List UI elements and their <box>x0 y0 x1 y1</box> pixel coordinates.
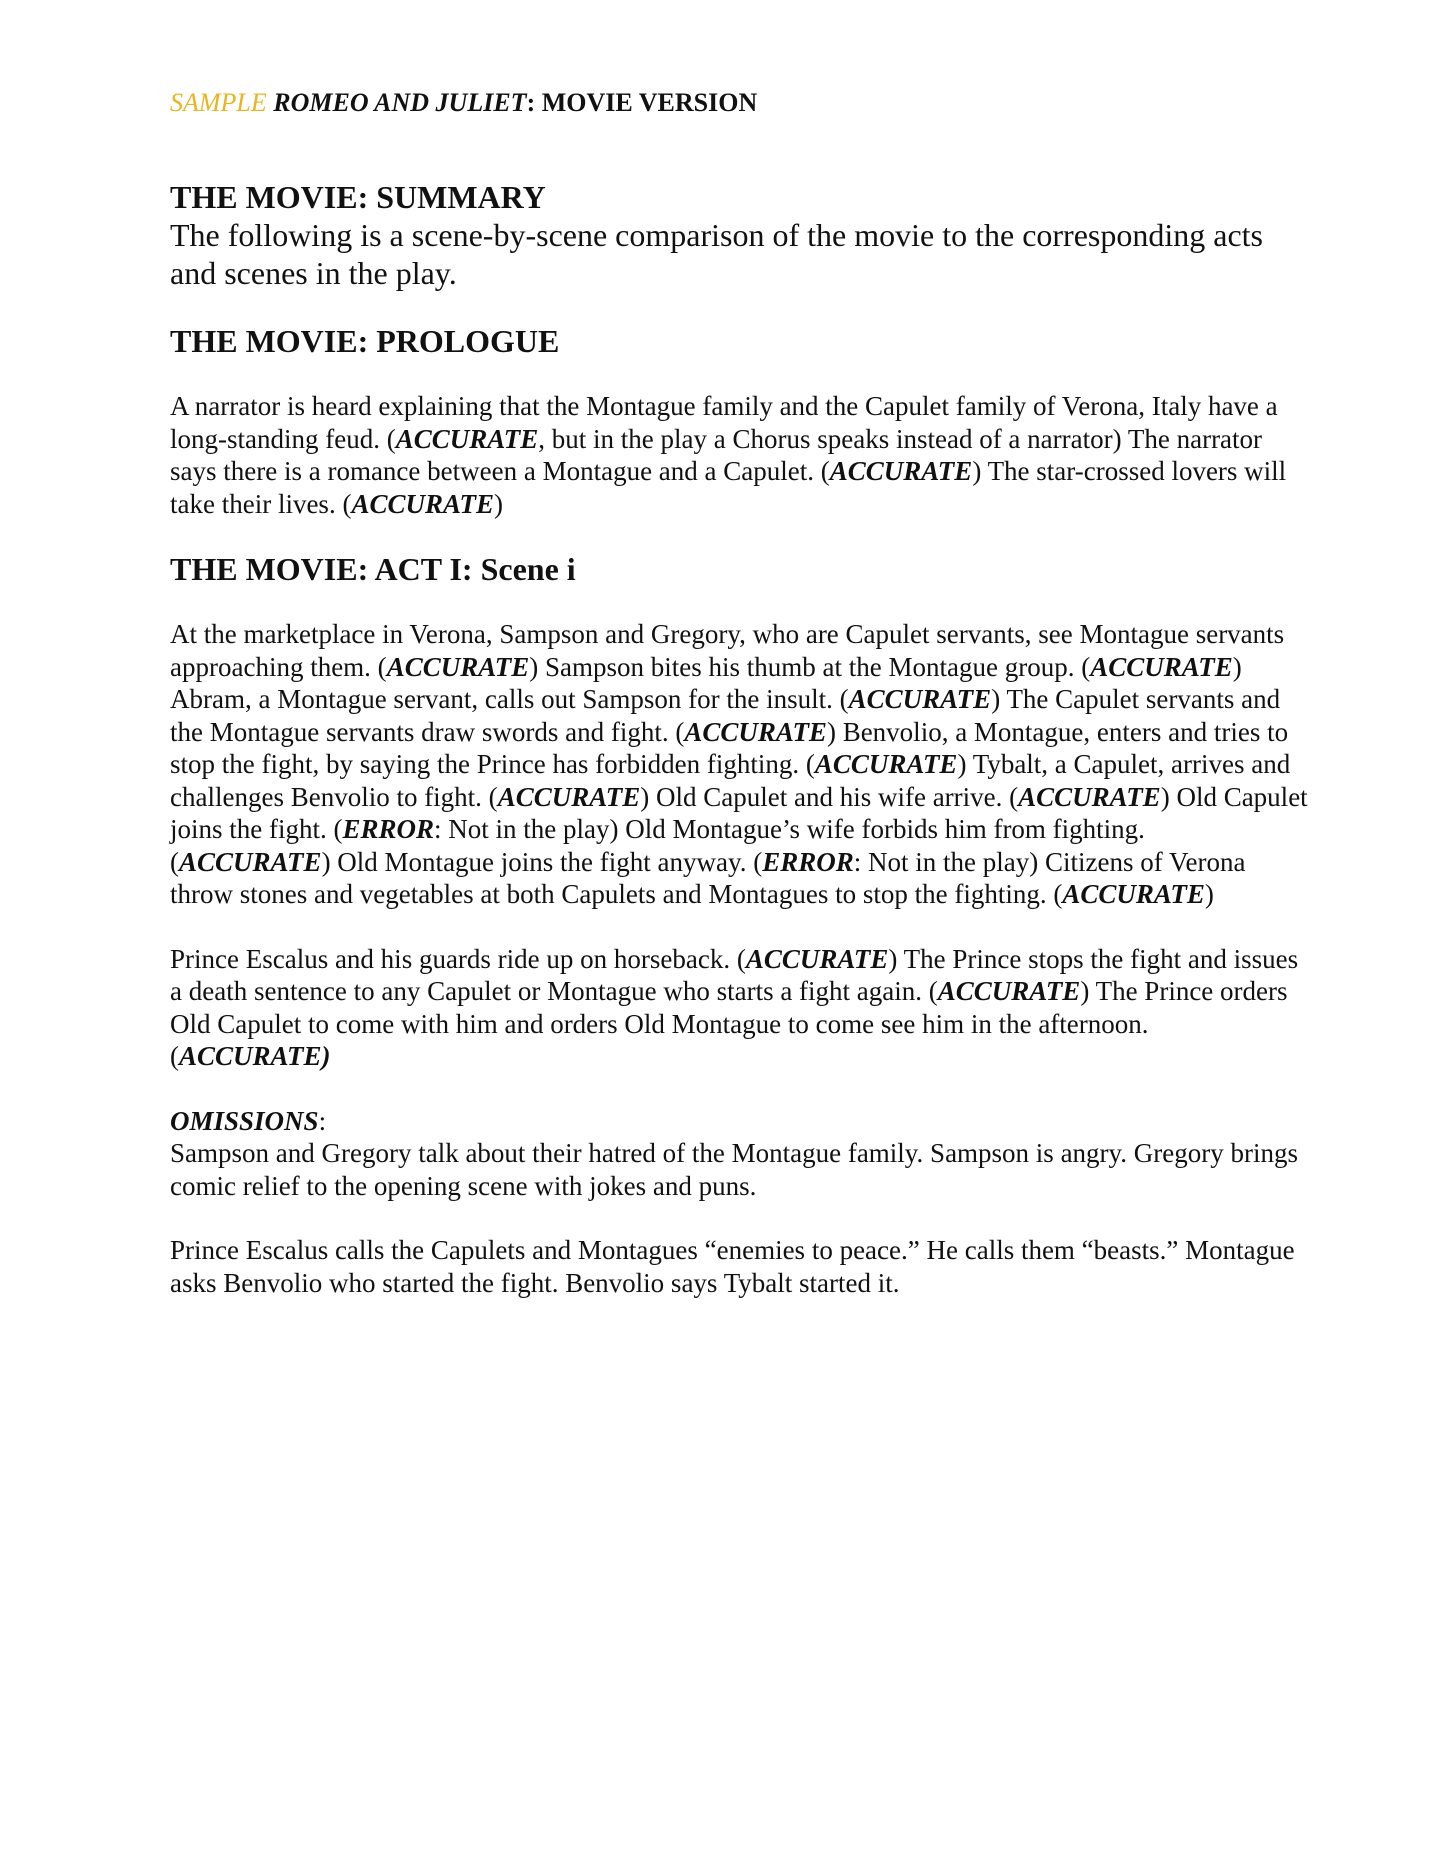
verdict-tag: ACCURATE <box>848 684 992 714</box>
text-run: ) Old Montague joins the fight anyway. ( <box>321 846 763 877</box>
omissions-label <box>170 1105 1310 1138</box>
omissions-label-text: OMISSIONS <box>170 1105 319 1136</box>
verdict-tag: ERROR <box>762 846 854 877</box>
text-run: : Not in the play) Old Montague’s wife forbids him from fighting. ( <box>170 814 1145 877</box>
verdict-tag: ACCURATE <box>1062 879 1205 909</box>
verdict-tag: ACCURATE <box>1090 651 1233 682</box>
prologue-paragraph <box>170 390 1310 520</box>
omissions-label-colon: : <box>318 1105 327 1136</box>
verdict-tag: ACCURATE <box>386 651 530 682</box>
act1-paragraph <box>170 618 1310 911</box>
verdict-tag: ACCURATE <box>1018 781 1161 812</box>
verdict-tag: ACCURATE <box>745 943 889 974</box>
text-run: ) Tybalt, a Capulet, arrives and challenges Benvolio to fight. ( <box>170 749 1291 812</box>
summary-heading: THE MOVIE: SUMMARY <box>170 179 546 215</box>
text-run: ) Old Capulet and his wife arrive. ( <box>640 781 1019 812</box>
sample-label: SAMPLE <box>170 88 267 117</box>
text-run: ) Abram, a Montague servant, calls out Sampson for the insult. ( <box>170 651 1242 714</box>
text-run: : Not in the play) Citizens of Verona throw stones and vegetables at both Capulets and Montagues to stop the fighting. ( <box>170 846 1246 909</box>
summary-text: The following is a scene-by-scene comparison of the movie to the corresponding acts and scenes in the play. <box>170 217 1263 291</box>
verdict-tag: ACCURATE <box>497 781 641 812</box>
text-run: Prince Escalus and his guards ride up on horseback. ( <box>170 943 746 974</box>
omissions-paragraph: Sampson and Gregory talk about their hatred of the Montague family. Sampson is angry. Gregory brings comic relief to the opening scene with jokes and puns. <box>170 1138 1299 1201</box>
verdict-tag: ACCURATE <box>395 423 539 454</box>
act1-scene1-heading: THE MOVIE: ACT I: Scene i <box>170 551 576 587</box>
text-run: ) <box>494 488 503 519</box>
text-run: ) The Capulet servants and the Montague servants draw swords and fight. ( <box>170 684 1281 747</box>
text-run: At the marketplace in Verona, Sampson and Gregory, who are Capulet servants, see Montague servants approaching them. ( <box>170 619 1285 682</box>
verdict-tag: ACCURATE <box>351 488 494 519</box>
verdict-tag: ACCURATE <box>829 456 973 486</box>
prologue-heading: THE MOVIE: PROLOGUE <box>170 323 560 359</box>
verdict-tag: ACCURATE <box>179 846 322 877</box>
text-run: ) <box>1204 879 1214 909</box>
verdict-tag: ACCURATE) <box>179 1041 331 1071</box>
text-run: ) The star-crossed lovers will take their lives. ( <box>170 456 1287 519</box>
text-run: ) Old Capulet joins the fight. ( <box>170 781 1308 844</box>
omissions-paragraph: Prince Escalus calls the Capulets and Montagues “enemies to peace.” He calls them “beasts.” Montague asks Benvolio who started the fight. Benvolio says Tybalt started it. <box>170 1235 1295 1298</box>
verdict-tag: ACCURATE <box>684 716 827 747</box>
verdict-tag: ACCURATE <box>937 976 1081 1006</box>
text-run: , but in the play a Chorus speaks instead of a narrator) The narrator says there is a romance between a Montague and a Capulet. ( <box>170 423 1263 486</box>
document-page <box>170 86 1310 1299</box>
text-run: A narrator is heard explaining that the Montague family and the Capulet family of Verona, Italy have a long-standing feud. ( <box>170 391 1278 454</box>
text-run: ) The Prince stops the fight and issues a death sentence to any Capulet or Montague who starts a fight again. ( <box>170 943 1299 1006</box>
verdict-tag: ERROR <box>342 814 435 844</box>
play-title: ROMEO AND JULIET <box>273 88 527 117</box>
verdict-tag: ACCURATE <box>814 749 958 779</box>
document-title <box>170 86 1310 120</box>
text-run: ) Sampson bites his thumb at the Montague group. ( <box>529 651 1091 682</box>
act1-paragraph <box>170 943 1310 1073</box>
title-suffix: : MOVIE VERSION <box>526 88 758 117</box>
text-run: ) The Prince orders Old Capulet to come with him and orders Old Montague to come see him in the afternoon. ( <box>170 976 1288 1071</box>
text-run: ) Benvolio, a Montague, enters and tries to stop the fight, by saying the Prince has forbidden fighting. ( <box>170 716 1289 779</box>
